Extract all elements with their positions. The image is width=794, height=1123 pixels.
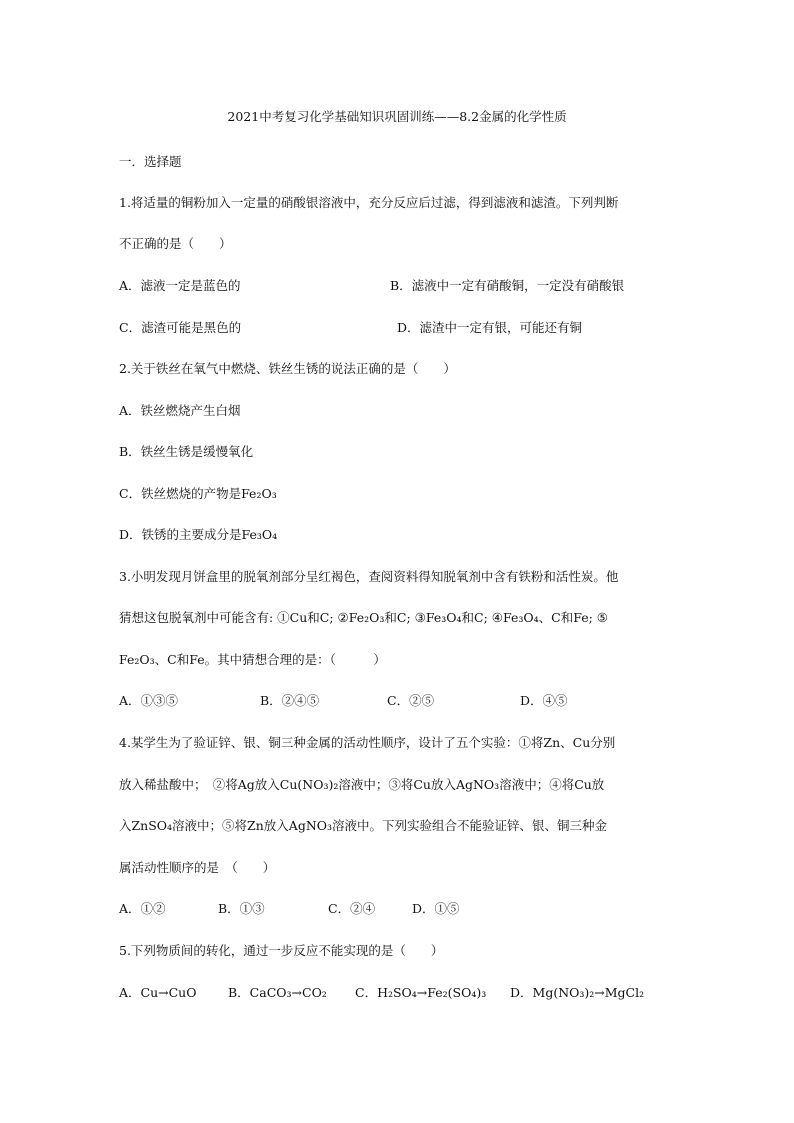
q4-option-a: A．①② [119, 901, 166, 916]
q3-stem-line2: 猜想这包脱氧剂中可能含有: ①Cu和C; ②Fe₂O₃和C; ③Fe₃O₄和C; ④Fe₃O₄、C和Fe; ⑤ [119, 610, 608, 625]
document-title: 2021中考复习化学基础知识巩固训练——8.2金属的化学性质 [227, 109, 567, 124]
q1-option-c: C．滤渣可能是黑色的 [119, 320, 242, 335]
section-heading: 一．选择题 [119, 154, 182, 169]
q3-stem-line3: Fe₂O₃、C和Fe。其中猜想合理的是：（ ） [119, 652, 386, 667]
q5-option-b: B．CaCO₃→CO₂ [228, 985, 327, 1000]
q5-option-c: C．H₂SO₄→Fe₂(SO₄)₃ [355, 985, 487, 1000]
q5-option-a: A．Cu→CuO [119, 985, 197, 1000]
q4-stem-line1: 4.某学生为了验证锌、银、铜三种金属的活动性顺序，设计了五个实验：①将Zn、Cu分别 [119, 735, 616, 750]
q1-option-b: B．滤液中一定有硝酸铜，一定没有硝酸银 [390, 278, 625, 293]
q4-option-b: B．①③ [218, 901, 265, 916]
q4-option-d: D．①⑤ [412, 901, 460, 916]
q1-stem-line2: 不正确的是（ ） [119, 236, 232, 251]
q1-option-a: A．滤液一定是蓝色的 [119, 278, 241, 293]
q4-stem-line2: 放入稀盐酸中； ②将Ag放入Cu(NO₃)₂溶液中；③将Cu放入AgNO₃溶液中；④将Cu放 [119, 777, 605, 792]
q2-option-b: B．铁丝生锈是缓慢氧化 [119, 444, 254, 459]
q2-option-d: D．铁锈的主要成分是Fe₃O₄ [119, 527, 278, 542]
q4-stem-line4: 属活动性顺序的是 （ ） [119, 860, 276, 875]
q3-option-a: A．①③⑤ [119, 693, 179, 708]
q5-stem: 5.下列物质间的转化，通过一步反应不能实现的是（ ） [119, 943, 444, 958]
q1-option-d: D．滤渣中一定有银，可能还有铜 [397, 320, 583, 335]
q1-stem-line1: 1.将适量的铜粉加入一定量的硝酸银溶液中，充分反应后过滤，得到滤液和滤渣。下列判断 [119, 195, 619, 210]
q4-option-c: C．②④ [328, 901, 376, 916]
q4-stem-line3: 入ZnSO₄溶液中；⑤将Zn放入AgNO₃溶液中。下列实验组合不能验证锌、银、铜三种金 [119, 818, 608, 833]
q3-option-c: C．②⑤ [387, 693, 435, 708]
q3-option-b: B．②④⑤ [260, 693, 320, 708]
q3-stem-line1: 3.小明发现月饼盒里的脱氧剂部分呈红褐色，查阅资料得知脱氧剂中含有铁粉和活性炭。他 [119, 569, 619, 584]
q5-option-d: D．Mg(NO₃)₂→MgCl₂ [510, 985, 645, 1000]
q2-option-c: C．铁丝燃烧的产物是Fe₂O₃ [119, 486, 277, 501]
q2-option-a: A．铁丝燃烧产生白烟 [119, 403, 241, 418]
q2-stem: 2.关于铁丝在氧气中燃烧、铁丝生锈的说法正确的是（ ） [119, 361, 456, 376]
q3-option-d: D．④⑤ [520, 693, 568, 708]
